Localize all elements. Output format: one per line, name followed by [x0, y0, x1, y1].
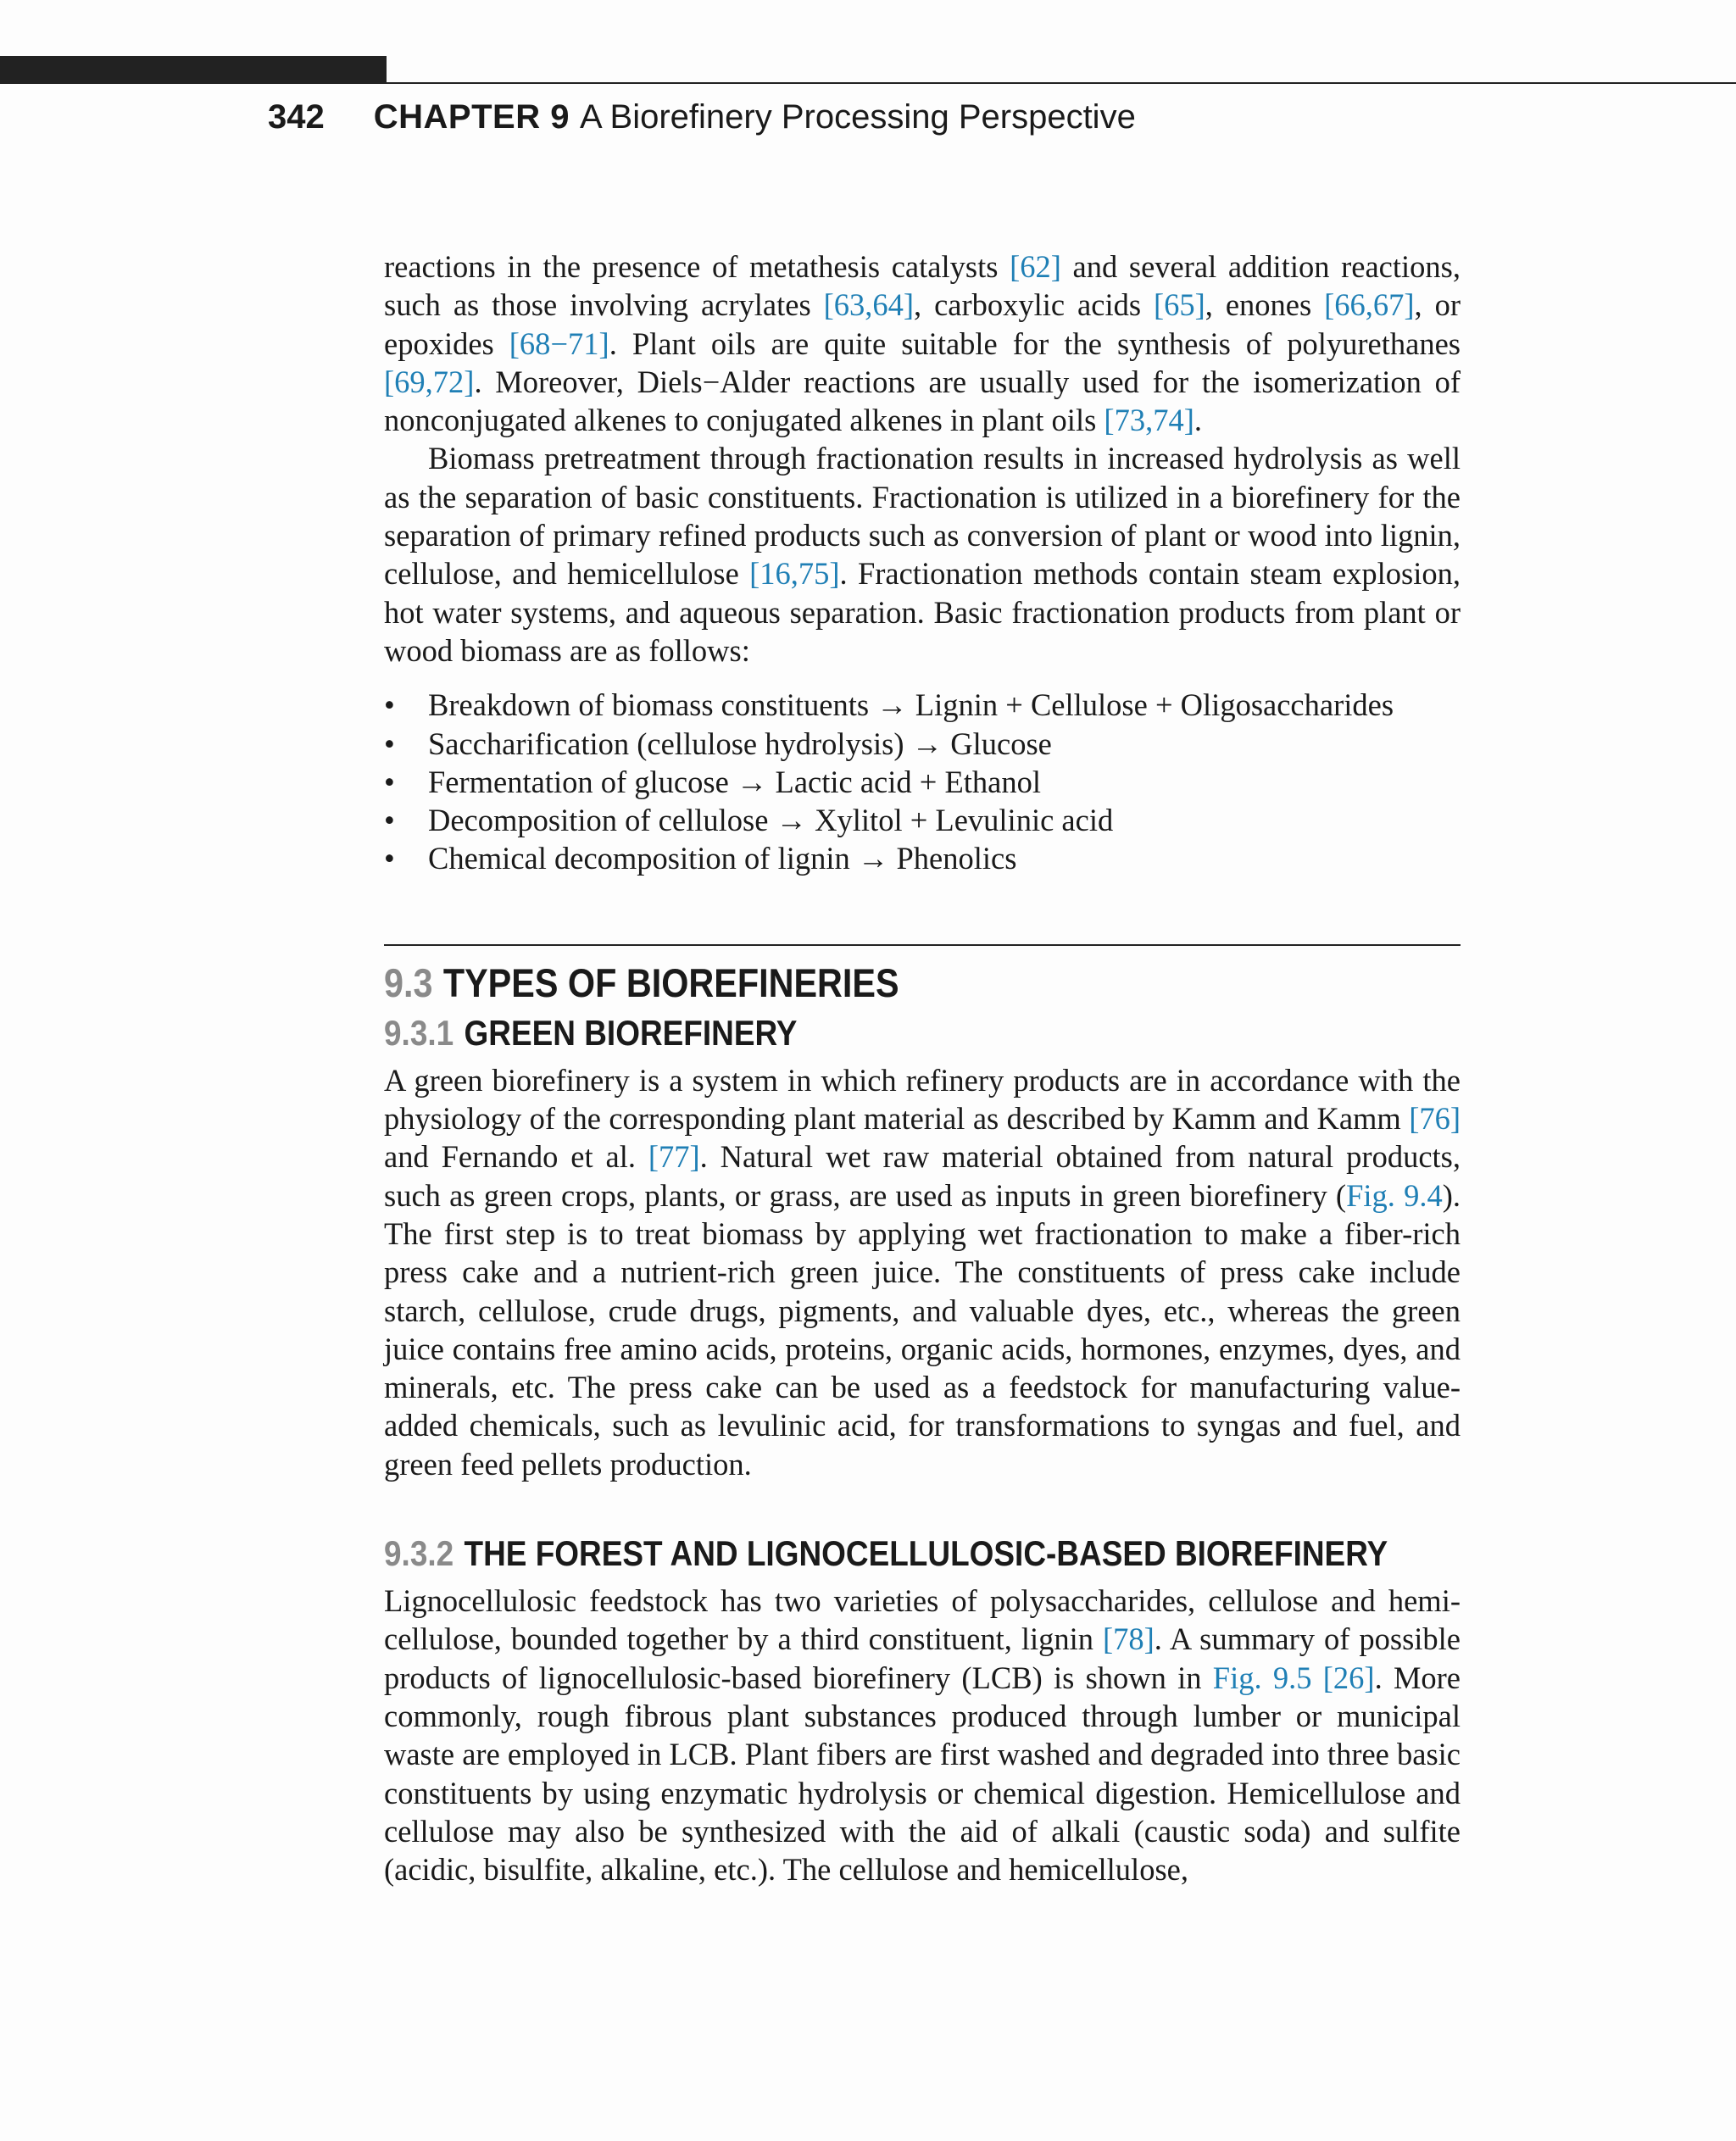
list-item: • Fermentation of glucose → Lactic acid + Ethanol — [384, 763, 1461, 801]
text-run: Biomass pretreatment through fractionation results in increased hydrolysis as well as the separation of basic constituents. Fractionation is utilized in a biorefinery for the separation of primary refined products such as conversion of plant or wood into lignin, cellulose, and hemicellulose — [384, 441, 1461, 592]
section-heading — [384, 958, 1332, 1009]
section-divider — [384, 944, 1461, 946]
text-run: , enones — [1205, 287, 1325, 323]
intro-paragraph-2 — [384, 439, 1461, 670]
header-rule — [387, 82, 1736, 84]
text-run: and Fernando et al. — [384, 1139, 648, 1175]
section-title: TYPES OF BIOREFINERIES — [442, 959, 899, 1005]
citation-link[interactable]: [69,72] — [384, 364, 475, 399]
citation-link[interactable]: [16,75] — [749, 556, 840, 592]
text-run: A green biorefinery is a system in which refinery products are in accordance with the physiology of the corresponding plant material as described by Kamm and Kamm — [384, 1062, 1461, 1137]
text-run: . Natural wet raw material obtained from natural products, such as green crops, plants, or grass, are used as inputs in green biorefinery ( — [384, 1139, 1461, 1213]
bullet-glyph: • — [384, 687, 395, 723]
intro-paragraph-1 — [384, 247, 1461, 439]
citation-link[interactable]: Fig. 9.4 — [1346, 1177, 1443, 1213]
bullet-glyph: • — [384, 841, 395, 876]
bullet-glyph: • — [384, 764, 395, 799]
citation-link[interactable]: [78] — [1102, 1621, 1155, 1657]
citation-link[interactable]: [66,67] — [1324, 287, 1415, 323]
section-number: 9.3 — [384, 959, 433, 1005]
list-item: • Chemical decomposition of lignin → Phenolics — [384, 839, 1461, 877]
text-run: reactions in the presence of metathesis catalysts — [384, 249, 1010, 284]
text-run: Lignocellulosic feedstock has two varieties of polysaccharides, cellulose and hemicellulose, bounded together by a third constituent, lignin — [384, 1583, 1461, 1657]
running-head — [268, 95, 1136, 139]
citation-link[interactable]: [76] — [1409, 1101, 1461, 1137]
list-item: • Decomposition of cellulose → Xylitol + Levulinic acid — [384, 801, 1461, 839]
citation-link[interactable]: [26] — [1322, 1660, 1375, 1695]
citation-link[interactable]: [65] — [1153, 287, 1205, 323]
text-run: . Plant oils are quite suitable for the synthesis of polyurethanes — [609, 325, 1461, 361]
text-run: . — [1194, 403, 1202, 438]
text-run: . A summary of possible products of lignocellulosic-based biorefinery (LCB) is shown in — [384, 1621, 1461, 1695]
green-biorefinery-paragraph — [384, 1061, 1461, 1483]
citation-link[interactable]: Fig. 9.5 — [1212, 1660, 1312, 1695]
citation-link[interactable]: [73,74] — [1104, 403, 1194, 438]
text-run: , carboxylic acids — [914, 287, 1154, 323]
list-item: • Breakdown of biomass constituents → Lignin + Cellulose + Oligosaccharides — [384, 686, 1461, 724]
citation-link[interactable]: [68−71] — [509, 325, 609, 361]
subsection-title: GREEN BIOREFINERY — [464, 1012, 798, 1053]
chapter-title: A Biorefinery Processing Perspective — [579, 98, 1136, 136]
header-bar — [0, 56, 387, 84]
fractionation-products-list — [384, 686, 1461, 877]
citation-link[interactable]: [62] — [1010, 249, 1061, 284]
text-run: ). The first step is to treat biomass by applying wet fractionation to make a fiber-rich press cake and a nutrient-rich green juice. The constituents of press cake include starch, cellulose, crude drugs, pigments, and valuable dyes, etc., whereas the green juice contains free amino acids, proteins, organic acids, hormones, enzymes, dyes, and minerals, etc. The press cake can be used as a feedstock for manufacturing value-added chemicals, such as levulinic acid, for transformations to syngas and fuel, and green feed pellets production. — [384, 1177, 1461, 1482]
lignocellulosic-paragraph — [384, 1582, 1461, 1888]
bullet-glyph: • — [384, 803, 395, 838]
citation-link[interactable]: [63,64] — [823, 287, 915, 323]
subsection-number: 9.3.2 — [384, 1533, 454, 1574]
subsection-heading-forest — [384, 1531, 1388, 1577]
citation-link[interactable]: [77] — [648, 1139, 700, 1175]
page-number: 342 — [268, 98, 325, 136]
chapter-label: CHAPTER 9 — [373, 98, 570, 136]
subsection-number: 9.3.1 — [384, 1012, 454, 1053]
text-run: and several addition reactions, such as those involving acrylates — [384, 249, 1461, 323]
subsection-heading-green — [384, 1010, 1332, 1056]
text-run — [1311, 1660, 1322, 1695]
text-run: . Fractionation methods contain steam explosion, hot water systems, and aqueous separation. Basic fractionation products from plant or wood biomass are as follows: — [384, 556, 1461, 668]
text-run: . Moreover, Diels−Alder reactions are usually used for the isomerization of nonconjugated alkenes to conjugated alkenes in plant oils — [384, 364, 1461, 438]
list-item: • Saccharification (cellulose hydrolysis) → Glucose — [384, 725, 1461, 763]
bullet-glyph: • — [384, 726, 395, 761]
text-run: . More commonly, rough fibrous plant substances produced through lumber or municipal waste are employed in LCB. Plant fibers are first washed and degraded into three basic constituents by using enzymatic hydrolysis or chemical digestion. Hemicellulose and cellulose may also be synthesized with the aid of alkali (caustic soda) and sulfite (acidic, bisulfite, alkaline, etc.). The cellulose and hemicellulose, — [384, 1660, 1461, 1888]
subsection-title: THE FOREST AND LIGNOCELLULOSIC-BASED BIOREFINERY — [464, 1533, 1388, 1574]
text-run: , or epoxides — [384, 287, 1461, 361]
page-body — [384, 247, 1461, 1888]
